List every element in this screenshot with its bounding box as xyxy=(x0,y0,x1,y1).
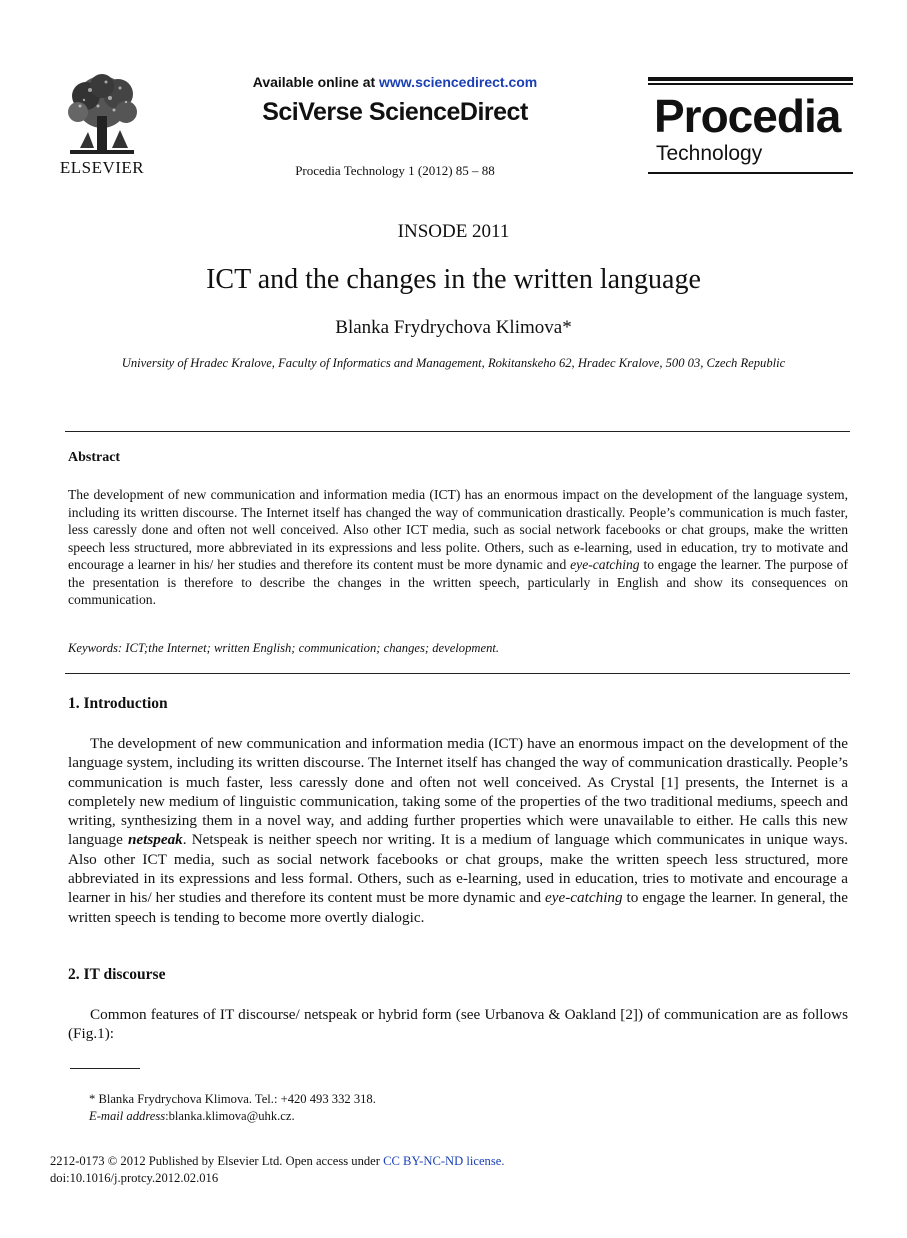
author-affiliation: University of Hradec Kralove, Faculty of Informatics and Management, Rokitanskeho 62, Hradec Kralove, 500 03, Czech Republic xyxy=(121,356,786,370)
procedia-logo: Procedia xyxy=(654,90,841,142)
conference-name: INSODE 2011 xyxy=(397,221,510,242)
abstract-text-part1: The development of new communication and information media (ICT) has an enormous impact on the development of the language system, including its written discourse. The Internet itself has changed the way of communication drastically. People’s communication is much faster, less caressly done and often not well conceived. Also other ICT media, such as social network facebooks or chat groups, make the written speech less structured, more abbreviated in its expressions and less polite. Others, such as e-learning, used in education, try to motivate and encourage a learner in his/ her studies and therefore its content must be more dynamic and xyxy=(68,487,848,572)
available-online-label: Available online at xyxy=(252,74,380,90)
intro-text-part1: The development of new communication and information media (ICT) have an enormous impact on the development of the language system, including its written discourse. The Internet itself has changed the way of communication drastically. People’s communication is much faster, less caressly done and often not well conceived. As Crystal [1] presents, the Internet is a completely new medium of linguistic communication, taking some of the properties of the two traditional mediums, speech and writing, synthesizing them in a novel way, and adding further properties which were unavailable to either. He calls this new language xyxy=(68,735,848,849)
abstract-text-part2: to engage the learner. The purpose of the presentation is therefore to describe the changes in the written speech, particularly in English and show its consequences on communication. xyxy=(68,557,848,607)
procedia-logo-sub: Technology xyxy=(656,142,763,165)
sciverse-brand: SciVerse ScienceDirect xyxy=(262,98,528,126)
journal-reference: Procedia Technology 1 (2012) 85 – 88 xyxy=(295,163,495,178)
available-online-line xyxy=(200,74,590,90)
elsevier-logo xyxy=(50,72,154,180)
author-name: Blanka Frydrychova Klimova* xyxy=(335,317,572,338)
footnote-separator xyxy=(70,1068,140,1069)
abstract-heading: Abstract xyxy=(68,450,121,465)
intro-text-part3: to engage the learner. In general, the written speech is tending to become more overtly dialogic. xyxy=(68,889,849,926)
copyright-line xyxy=(50,1154,505,1169)
email-label: E-mail address xyxy=(89,1109,166,1123)
intro-text-part2: . Netspeak is neither speech nor writing. It is a medium of language which communicates in unique ways. Also other ICT media, such as social network facebooks or chat groups, make the written speech less structured, more abbreviated in its expressions and less formal. Others, such as e-learning, used in education, tries to motivate and encourage a learner in his/ her studies and therefore its content must be more dynamic and xyxy=(68,831,848,907)
elsevier-tree-icon xyxy=(50,72,154,170)
abstract-text-emphasis: eye-catching xyxy=(570,557,640,572)
copyright-text: 2212-0173 © 2012 Published by Elsevier Ltd. Open access under xyxy=(50,1154,384,1168)
intro-text-emphasis: eye-catching xyxy=(545,889,623,907)
license-link[interactable]: CC BY-NC-ND license. xyxy=(383,1154,505,1168)
it-discourse-paragraph: Common features of IT discourse/ netspeak or hybrid form (see Urbanova & Oakland [2]) of communication are as follows (Fig.1): xyxy=(68,1006,848,1043)
sciencedirect-link[interactable]: www.sciencedirect.com xyxy=(379,74,538,90)
doi-line: doi:10.1016/j.protcy.2012.02.016 xyxy=(50,1171,219,1185)
elsevier-wordmark: ELSEVIER xyxy=(59,158,145,177)
footnote-email xyxy=(89,1109,295,1124)
email-value: :blanka.klimova@uhk.cz. xyxy=(165,1109,295,1123)
abstract-rule-bottom xyxy=(65,673,850,674)
abstract-text xyxy=(68,486,848,609)
section-heading-introduction: 1. Introduction xyxy=(68,695,168,712)
procedia-rule-top-thin xyxy=(648,83,853,85)
footnote-author: * Blanka Frydrychova Klimova. Tel.: +420 493 332 318. xyxy=(89,1092,376,1106)
procedia-rule-bottom xyxy=(648,172,853,174)
page-title: ICT and the changes in the written language xyxy=(206,264,701,295)
section-heading-it-discourse: 2. IT discourse xyxy=(68,966,166,983)
intro-text-netspeak: netspeak xyxy=(127,831,183,849)
keywords: Keywords: ICT;the Internet; written English; communication; changes; development. xyxy=(68,641,500,655)
abstract-rule-top xyxy=(65,431,850,432)
introduction-paragraph xyxy=(68,734,848,927)
procedia-rule-top xyxy=(648,77,853,81)
